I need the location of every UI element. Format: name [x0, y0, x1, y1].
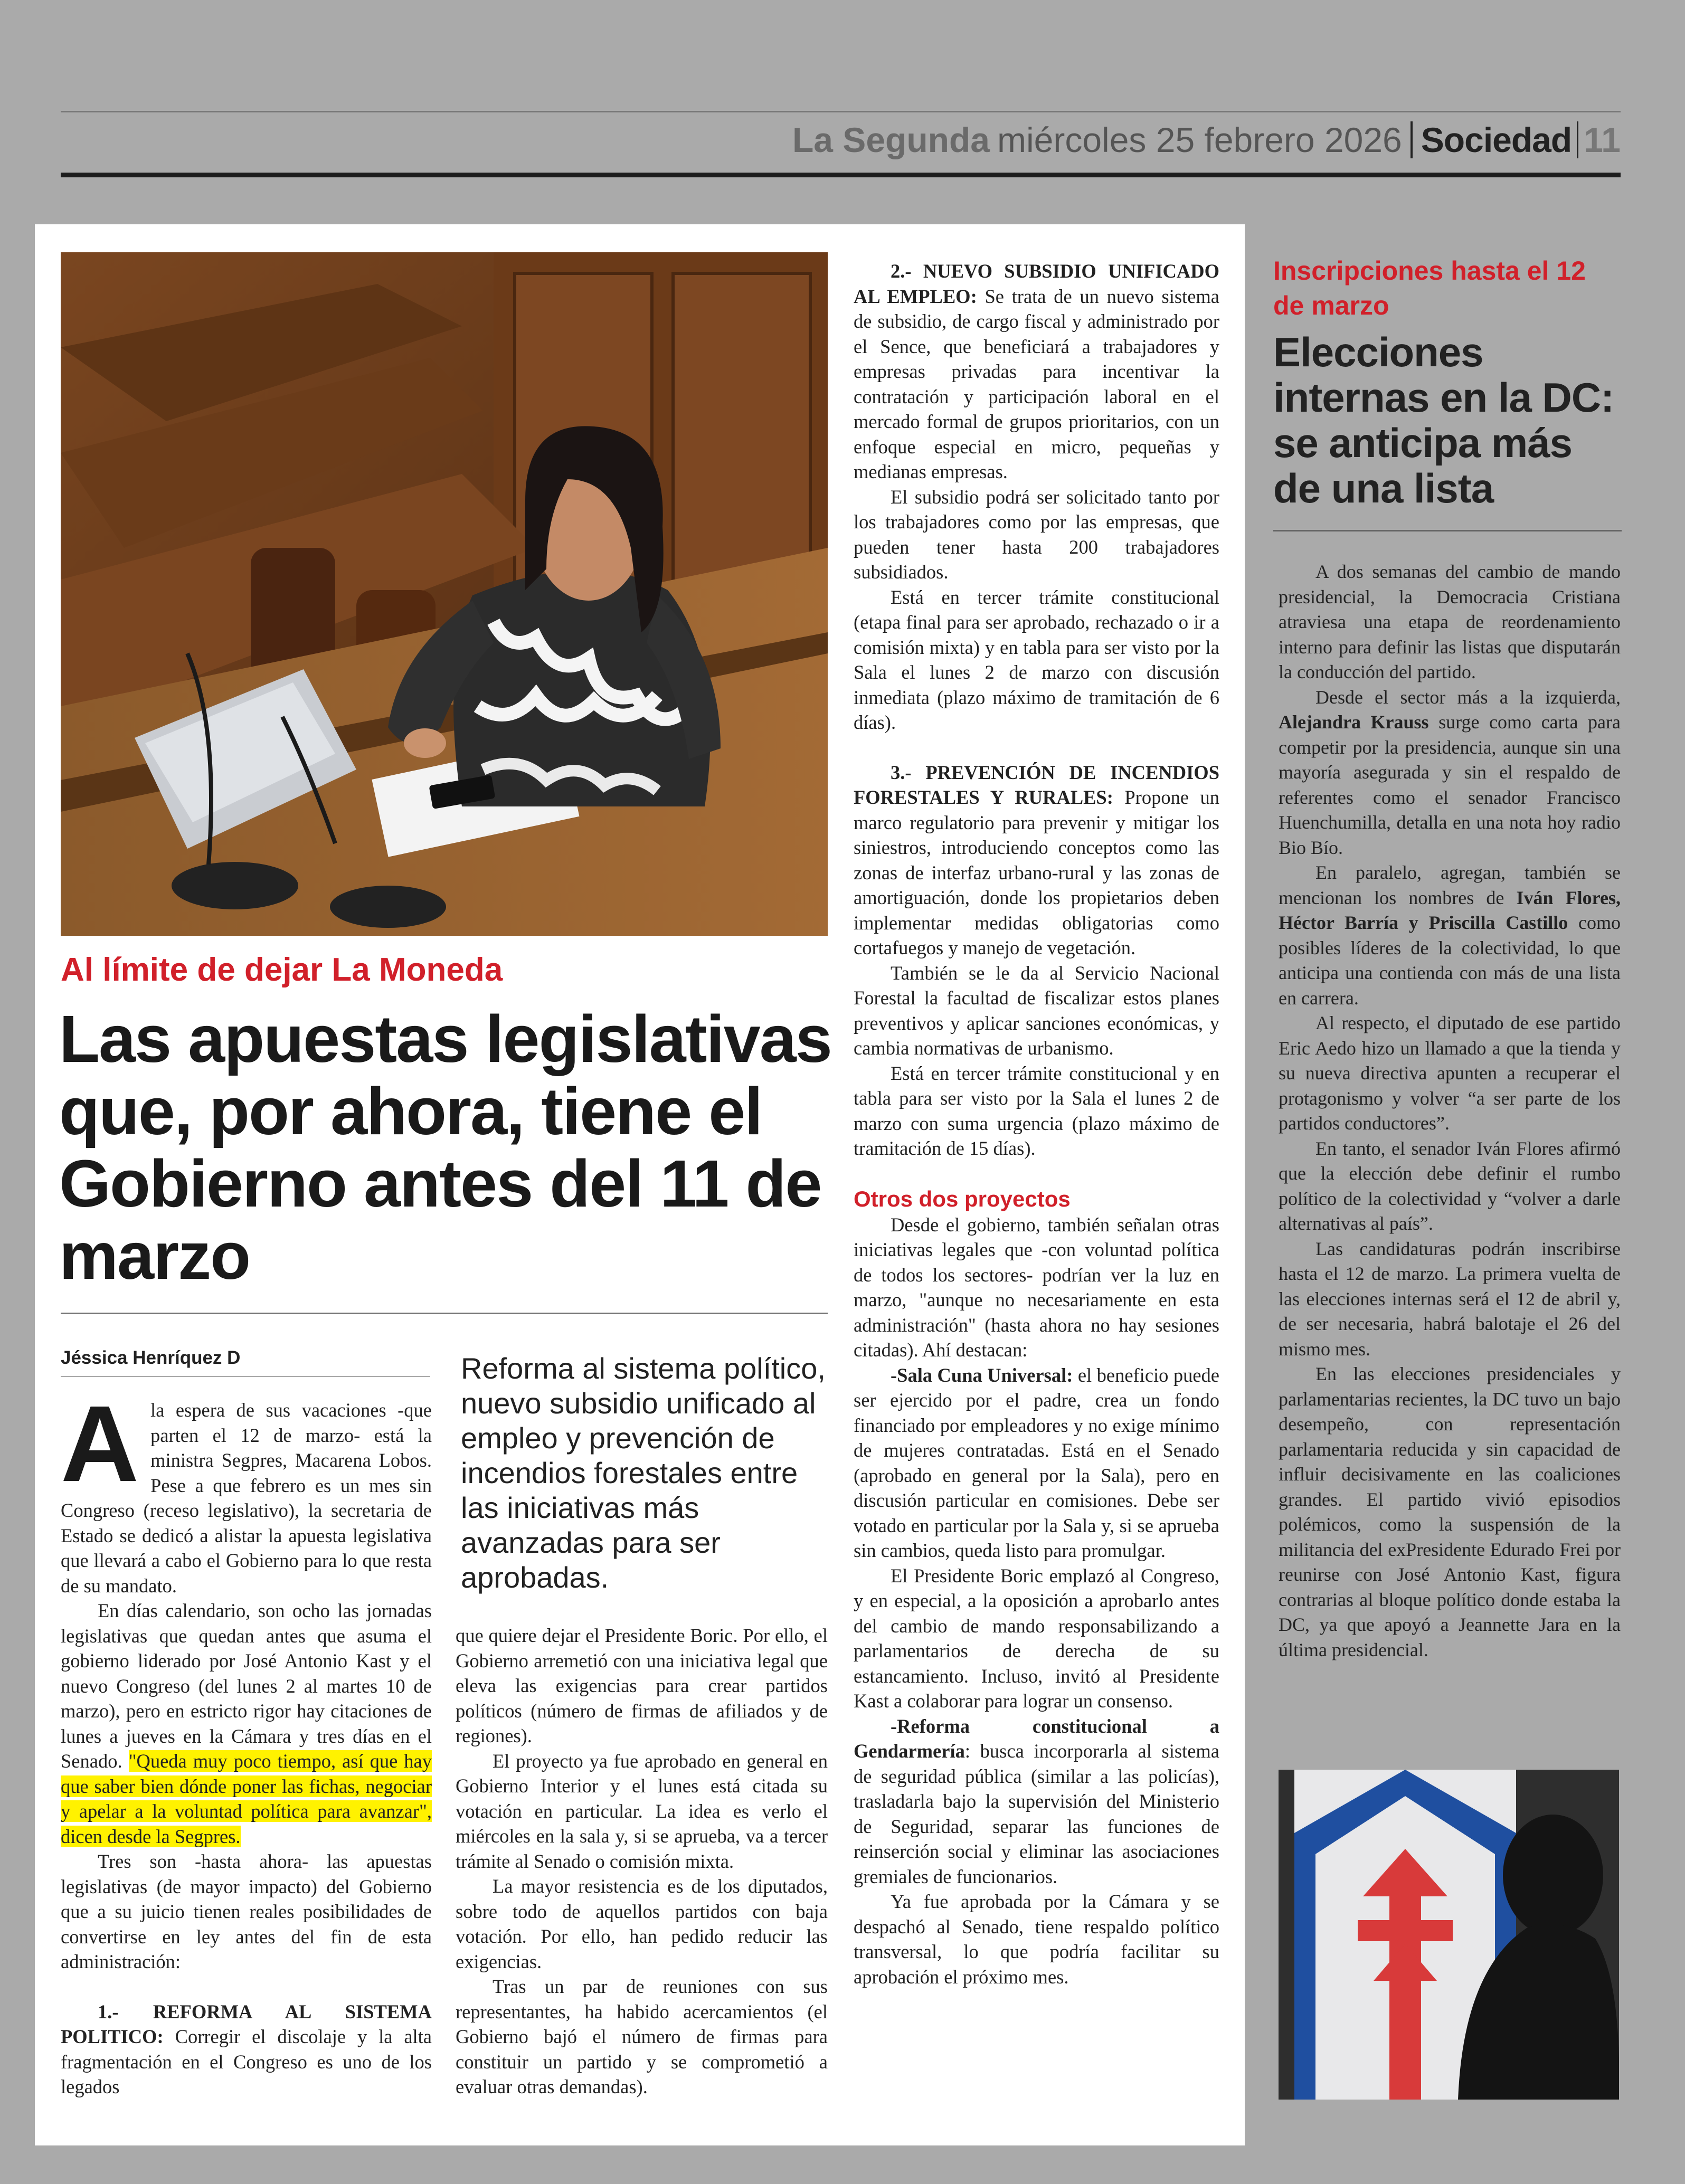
gendarmeria-paragraph: [854, 1714, 1219, 1889]
sala-cuna-paragraph: [854, 1363, 1219, 1563]
item-2-paragraph: [854, 259, 1219, 485]
sidebar-p3-names: Iván Flores, Héctor Barría y Priscilla Castillo: [1279, 887, 1621, 933]
header-separator: [1411, 121, 1413, 158]
col2-paragraph-4: Tras un par de reuniones con sus representantes, ha habido acercamientos (el Gobierno bajó el número de firmas para constituir un partido y se comprometió a evaluar otras demandas).: [456, 1976, 828, 2097]
sidebar-photo-dc-logo: [1279, 1770, 1619, 2100]
item-1-label: 1.- REFORMA AL SISTEMA POLITICO:: [61, 2000, 432, 2047]
sidebar-kicker: Inscripciones hasta el 12 de marzo: [1273, 256, 1586, 320]
sidebar-p3-a: En paralelo, agregan, también se mencionan los nombres de: [1279, 862, 1621, 908]
pull-quote: Reforma al sistema político, nuevo subsidio unificado al empleo y prevención de incendios forestales entre las iniciativas más avanzadas para ser aprobadas.: [461, 1352, 826, 1594]
col2-paragraph-3: La mayor resistencia es de los diputados, sobre todo de aquellos partidos con baja votación. Por ello, han pedido reducir las exigencias.: [456, 1875, 828, 1972]
sidebar-paragraph-1: A dos semanas del cambio de mando presidencial, la Democracia Cristiana atraviesa una etapa de reordenamiento interno para definir las listas que disputarán la conducción del partido.: [1279, 561, 1621, 682]
otros-paragraph-1: Desde el gobierno, también señalan otras iniciativas legales que -con voluntad política de todos los sectores- podrían ver la luz en marzo, "aunque no necesariamente en esta administración" (hasta ahora no hay sesiones citadas). Ahí destacan:: [854, 1213, 1219, 1361]
sidebar-title: Elecciones internas en la DC: se anticipa más de una lista: [1273, 329, 1614, 511]
article-photo-ministra: [61, 252, 828, 936]
sala-cuna-label: -Sala Cuna Universal:: [891, 1364, 1073, 1386]
col1-paragraph-1: la espera de sus vacaciones -que parten el 12 de marzo- está la ministra Segpres, Macarena Lobos. Pese a que febrero es un mes sin Congreso (receso legislativo), la secretaria de Estado se dedicó a alistar la apuesta legislativa que llevará a cabo el Gobierno para lo que resta de su mandato.: [61, 1399, 432, 1597]
col1-paragraph-2: [61, 1598, 432, 1849]
sidebar-title-rule: [1273, 530, 1622, 531]
sidebar-p2-a: Desde el sector más a la izquierda,: [1315, 686, 1621, 708]
photo-illustration: [61, 252, 828, 936]
sidebar-p2-b: surge como carta para competir por la presidencia, aunque sin una mayoría asegurada y sin el respaldo de referentes como el senador Francisco Huenchumilla, detalla en una nota hoy radio Bio Bío.: [1279, 711, 1621, 858]
col2-paragraph-1: que quiere dejar el Presidente Boric. Por ello, el Gobierno arremetió con una iniciativa legal que eleva las exigencias para crear partidos políticos (número de firmas de afiliados y de regiones).: [456, 1625, 828, 1746]
article-title: Las apuestas legislativas que, por ahora, tiene el Gobierno antes del 11 de marzo: [59, 1002, 831, 1293]
drop-cap: A: [61, 1383, 139, 1504]
item-2-label: 2.- NUEVO SUBSIDIO UNIFICADO AL EMPLEO:: [854, 260, 1219, 307]
dc-flag-illustration: [1279, 1770, 1619, 2100]
issue-date: miércoles 25 febrero 2026: [997, 120, 1402, 159]
article-kicker: Al límite de dejar La Moneda: [61, 952, 503, 988]
sidebar-paragraph-7: En las elecciones presidenciales y parlamentarias recientes, la DC tuvo un bajo desempeño, con representación parlamentaria reducida y sin capacidad de influir decisivamente en las coaliciones grandes. El partido vivió episodios polémicos, como la suspensión de la militancia del exPresidente Edurado Frei por reunirse con José Antonio Kast, figura contrarias al bloque político donde estaba la DC, ya que apoyó a Jeannette Jara en la última presidencial.: [1279, 1363, 1621, 1660]
subhead-otros-proyectos: Otros dos proyectos: [854, 1186, 1071, 1211]
sidebar-paragraph-2: [1279, 685, 1621, 861]
header-top-rule: [61, 111, 1621, 112]
item-1-paragraph: [61, 1999, 432, 2100]
item-2-paragraph-3: Está en tercer trámite constitucional (etapa final para ser aprobado, rechazado o ir a comisión mixta) y en tabla para ser visto por la Sala el lunes 2 de marzo con discusión inmediata (plazo máximo de tramitación de 6 días).: [854, 586, 1219, 733]
article-column-1: [61, 1383, 432, 2100]
section-name: Sociedad: [1421, 120, 1572, 159]
gendarmeria-text: : busca incorporarla al sistema de seguridad pública (similar a las policías), trasladarla bajo la supervisión del Ministerio de Seguridad, separar las funciones de reinserción social y eliminar las asociaciones gremiales de funcionarios.: [854, 1740, 1219, 1887]
byline-rule: [61, 1376, 430, 1377]
sidebar-paragraph-5: En tanto, el senador Iván Flores afirmó que la elección debe definir el rumbo político de la colectividad y “volver a darle alternativas al país”.: [1279, 1137, 1621, 1234]
item-2-paragraph-2: El subsidio podrá ser solicitado tanto por los trabajadores como por las empresas, que pueden tener hasta 200 trabajadores subsidiados.: [854, 486, 1219, 583]
item-1-text: Corregir el discolaje y la alta fragmentación en el Congreso es uno de los legados: [61, 2026, 432, 2097]
sidebar-paragraph-3: [1279, 860, 1621, 1011]
title-rule: [61, 1313, 828, 1314]
page-header: [61, 113, 1621, 166]
col1-paragraph-3: Tres son -hasta ahora- las apuestas legislativas (de mayor impacto) del Gobierno que a su juicio tienen reales posibilidades de convertirse en ley antes del fin de esta administración:: [61, 1850, 432, 1972]
item-3-label: 3.- PREVENCIÓN DE INCENDIOS FORESTALES Y RURALES:: [854, 761, 1219, 808]
sala-cuna-text: el beneficio puede ser ejercido por el padre, crea un fondo financiado por empleadores y no exige mínimo de mujeres contratadas. Está en el Senado (aprobado en general por la Sala), pero en discusión particular en comisiones. Debe ser votado en particular por la Sala y, si se aprueba sin cambios, queda listo para promulgar.: [854, 1364, 1220, 1561]
page-number: 11: [1584, 120, 1621, 159]
item-2-text: Se trata de un nuevo sistema de subsidio, de cargo fiscal y administrado por el Sence, que beneficiará a trabajadores y empresas privadas para incentivar la contratación y participación laboral en el mercado formal de grupos prioritarios, con un enfoque especial en micro, pequeñas y medianas empresas.: [854, 285, 1219, 482]
article-column-2: [456, 1623, 828, 2100]
header-separator-2: [1577, 121, 1578, 158]
sidebar-paragraph-4: Al respecto, el diputado de ese partido Eric Aedo hizo un llamado a que la tienda y su nueva directiva apunten a recuperar el protagonismo y volver “a ser parte de los partidos conductores”.: [1279, 1012, 1621, 1134]
item-3-paragraph-3: Está en tercer trámite constitucional y en tabla para ser visto por la Sala el lunes 2 de marzo con suma urgencia (plazo máximo de tramitación de 15 días).: [854, 1062, 1219, 1159]
item-3-paragraph-2: También se le da al Servicio Nacional Forestal la facultad de fiscalizar estos planes preventivos y aplicar sanciones económicas, y cambia normativas de urbanismo.: [854, 962, 1219, 1059]
sidebar-p2-name: Alejandra Krauss: [1279, 711, 1429, 733]
gendarmeria-label: -Reforma constitucional a Gendarmería: [854, 1715, 1219, 1762]
publication-name: La Segunda: [792, 120, 990, 159]
item-3-paragraph: [854, 760, 1219, 961]
col1-paragraph-2-text: En días calendario, son ocho las jornadas legislativas que quedan antes que asuma el gobierno liderado por José Antonio Kast y el nuevo Congreso (del lunes 2 al martes 10 de marzo), pero en estricto rigor hay citaciones de lunes a jueves en la Cámara y tres días en el Senado.: [61, 1600, 432, 1772]
article-byline: Jéssica Henríquez D: [61, 1347, 241, 1368]
final-paragraph: Ya fue aprobada por la Cámara y se despachó al Senado, tiene respaldo político transversal, lo que podría facilitar su aprobación el próximo mes.: [854, 1891, 1219, 1988]
highlighted-quote: "Queda muy poco tiempo, así que hay que saber bien dónde poner las fichas, negociar y apelar a la voluntad política para avanzar", dicen desde la Segpres.: [61, 1750, 432, 1847]
col2-paragraph-2: El proyecto ya fue aprobado en general en Gobierno Interior y el lunes está citada su votación en particular. La idea es verlo el miércoles en la sala y, si se aprueba, va a tercer trámite al Senado o comisión mixta.: [456, 1750, 828, 1872]
sidebar-p3-b: como posibles líderes de la colectividad, lo que anticipa una contienda con más de una lista en carrera.: [1279, 912, 1621, 1009]
item-3-text: Propone un marco regulatorio para prevenir y mitigar los siniestros, introduciendo conceptos como las zonas de interfaz urbano-rural y las zonas de amortiguación, donde los propietarios deben implementar medidas obligatorias como cortafuegos y manejo de vegetación.: [854, 786, 1219, 958]
header-bottom-rule: [61, 173, 1621, 177]
article-column-3: [854, 259, 1219, 1989]
boric-paragraph: El Presidente Boric emplazó al Congreso, y en especial, a la oposición a aprobarlo antes del cambio de mando responsabilizando a parlamentarios de derecha de su estancamiento. Incluso, invitó al Presidente Kast a colaborar para lograr un consenso.: [854, 1564, 1219, 1712]
sidebar-body: [1279, 559, 1621, 1663]
sidebar-paragraph-6: Las candidaturas podrán inscribirse hasta el 12 de marzo. La primera vuelta de las elecciones internas será el 12 de abril y, de ser necesaria, habrá balotaje el 26 del mismo mes.: [1279, 1238, 1621, 1360]
